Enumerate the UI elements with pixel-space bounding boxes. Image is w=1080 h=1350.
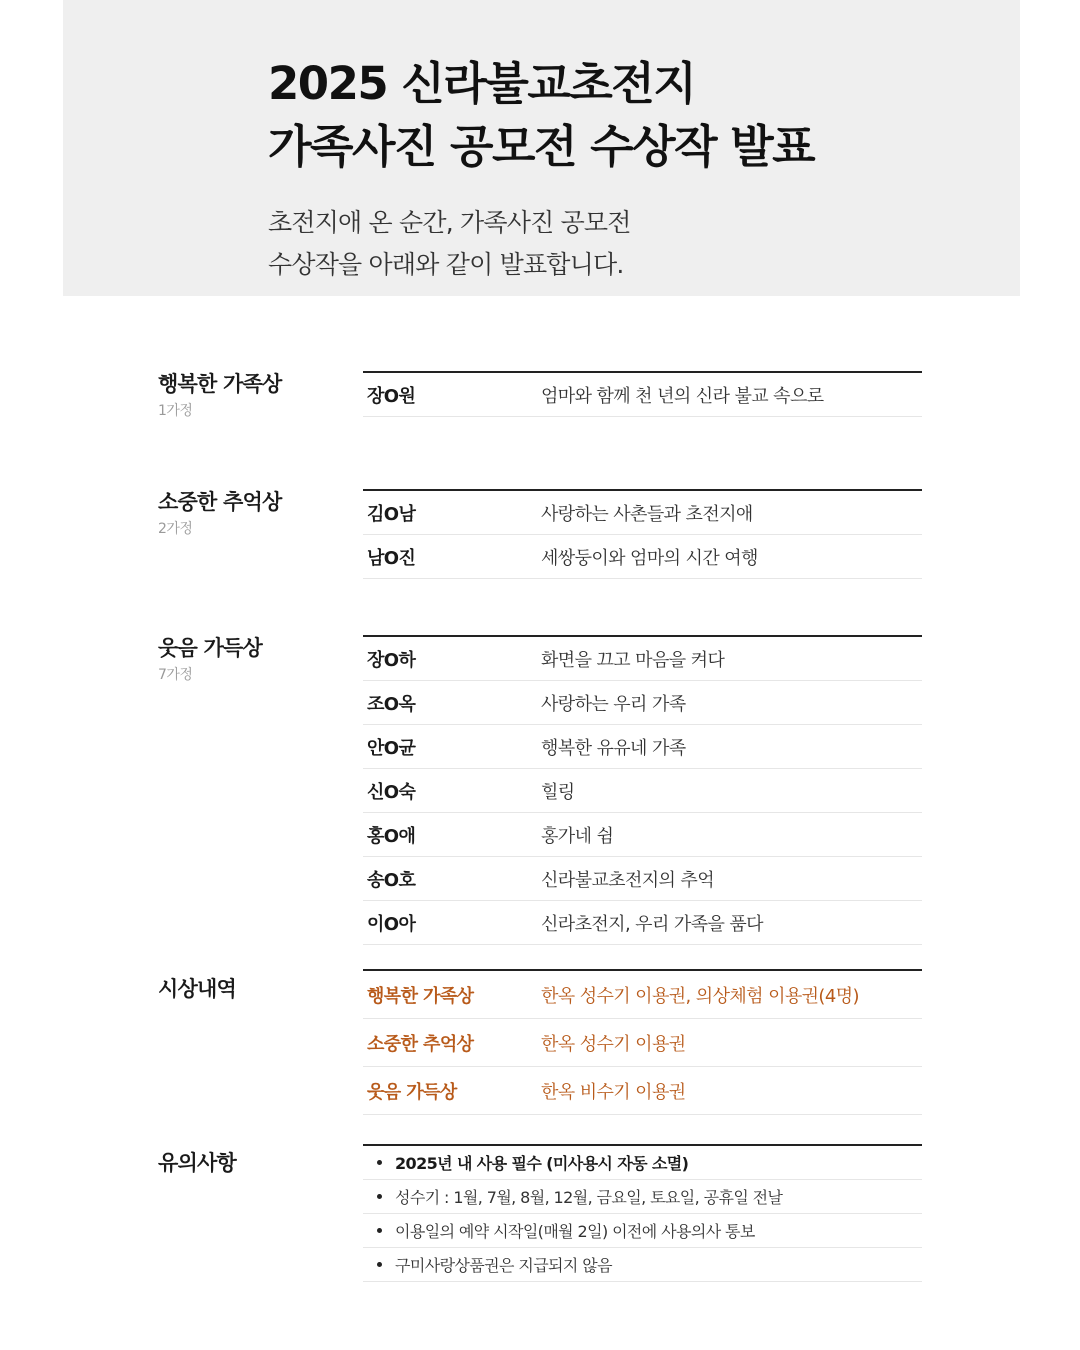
- note-text: 2025년 내 사용 필수 (미사용시 자동 소멸): [395, 1154, 689, 1173]
- prize-description: 한옥 성수기 이용권, 의상체험 이용권(4명): [541, 985, 859, 1007]
- note-item: [363, 1253, 612, 1276]
- list-item: [363, 1146, 922, 1180]
- list-item: [363, 1180, 922, 1214]
- list-item: [363, 1248, 922, 1282]
- winner-name: 김O남: [367, 503, 416, 525]
- table-row: [363, 373, 922, 417]
- winner-name: 홍O애: [367, 825, 416, 847]
- bullet-icon: [377, 1262, 382, 1267]
- winner-work-title: 사랑하는 우리 가족: [541, 693, 686, 715]
- winner-work-title: 신라불교초전지의 추억: [541, 869, 715, 891]
- table-row: [363, 857, 922, 901]
- winner-work-title: 홍가네 쉼: [541, 825, 614, 847]
- prize-description: 한옥 비수기 이용권: [541, 1081, 686, 1103]
- prize-heading: [158, 969, 236, 1002]
- winner-work-title: 사랑하는 사촌들과 초전지애: [541, 503, 753, 525]
- page-title-line-1: 2025 신라불교초전지: [268, 57, 696, 110]
- award-count: 1가정: [158, 403, 193, 419]
- page-title-line-2: 가족사진 공모전 수상작 발표: [268, 120, 815, 173]
- table-row: [363, 769, 922, 813]
- winner-work-title: 신라초전지, 우리 가족을 품다: [541, 913, 763, 935]
- table-row: [363, 1019, 922, 1067]
- winner-table: [363, 635, 922, 945]
- table-row: [363, 681, 922, 725]
- hero-banner: [63, 0, 1020, 296]
- page-title: [268, 52, 814, 178]
- award-heading: [158, 635, 262, 684]
- award-title: 소중한 추억상: [158, 490, 282, 514]
- winner-work-title: 행복한 유유네 가족: [541, 737, 686, 759]
- award-title: 행복한 가족상: [158, 372, 282, 396]
- award-heading: [158, 371, 281, 420]
- award-title: 웃음 가득상: [158, 636, 262, 660]
- winner-name: 조O옥: [367, 693, 416, 715]
- winner-name: 장O하: [367, 649, 416, 671]
- table-row: [363, 1067, 922, 1115]
- bullet-icon: [377, 1194, 382, 1199]
- note-item: [363, 1185, 782, 1208]
- notes-list: [363, 1144, 922, 1282]
- winner-name: 이O아: [367, 913, 416, 935]
- award-count: 2가정: [158, 521, 193, 537]
- table-row: [363, 813, 922, 857]
- bullet-icon: [377, 1228, 382, 1233]
- winner-table: [363, 371, 922, 417]
- winner-name: 송O호: [367, 869, 416, 891]
- note-text: 성수기 : 1월, 7월, 8월, 12월, 금요일, 토요일, 공휴일 전날: [395, 1188, 783, 1207]
- winner-name: 안O균: [367, 737, 416, 759]
- table-row: [363, 535, 922, 579]
- award-heading: [158, 489, 281, 538]
- winner-name: 장O원: [367, 385, 416, 407]
- notes-section-title: 유의사항: [158, 1151, 236, 1175]
- prize-description: 한옥 성수기 이용권: [541, 1033, 686, 1055]
- notes-heading: [158, 1144, 236, 1176]
- prize-table: [363, 969, 922, 1115]
- note-item: [363, 1219, 755, 1242]
- winner-work-title: 힐링: [541, 781, 575, 803]
- note-text: 이용일의 예약 시작일(매월 2일) 이전에 사용의사 통보: [395, 1222, 755, 1241]
- winner-work-title: 화면을 끄고 마음을 켜다: [541, 649, 725, 671]
- note-text: 구미사랑상품권은 지급되지 않음: [395, 1256, 612, 1275]
- table-row: [363, 725, 922, 769]
- table-row: [363, 637, 922, 681]
- table-row: [363, 901, 922, 945]
- award-count: 7가정: [158, 667, 193, 683]
- page-description-line-2: 수상작을 아래와 같이 발표합니다.: [268, 250, 624, 279]
- table-row: [363, 971, 922, 1019]
- winner-name: 신O숙: [367, 781, 416, 803]
- page-description-line-1: 초전지애 온 순간, 가족사진 공모전: [268, 208, 631, 237]
- page-description: [268, 202, 631, 286]
- winner-work-title: 세쌍둥이와 엄마의 시간 여행: [541, 547, 758, 569]
- winner-work-title: 엄마와 함께 천 년의 신라 불교 속으로: [541, 385, 824, 407]
- prize-award-name: 웃음 가득상: [367, 1081, 457, 1103]
- bullet-icon: [377, 1160, 382, 1165]
- prize-award-name: 행복한 가족상: [367, 985, 474, 1007]
- table-row: [363, 491, 922, 535]
- note-item: [363, 1151, 688, 1174]
- list-item: [363, 1214, 922, 1248]
- prize-section-title: 시상내역: [158, 977, 236, 1001]
- winner-table: [363, 489, 922, 579]
- prize-award-name: 소중한 추억상: [367, 1033, 474, 1055]
- winner-name: 남O진: [367, 547, 416, 569]
